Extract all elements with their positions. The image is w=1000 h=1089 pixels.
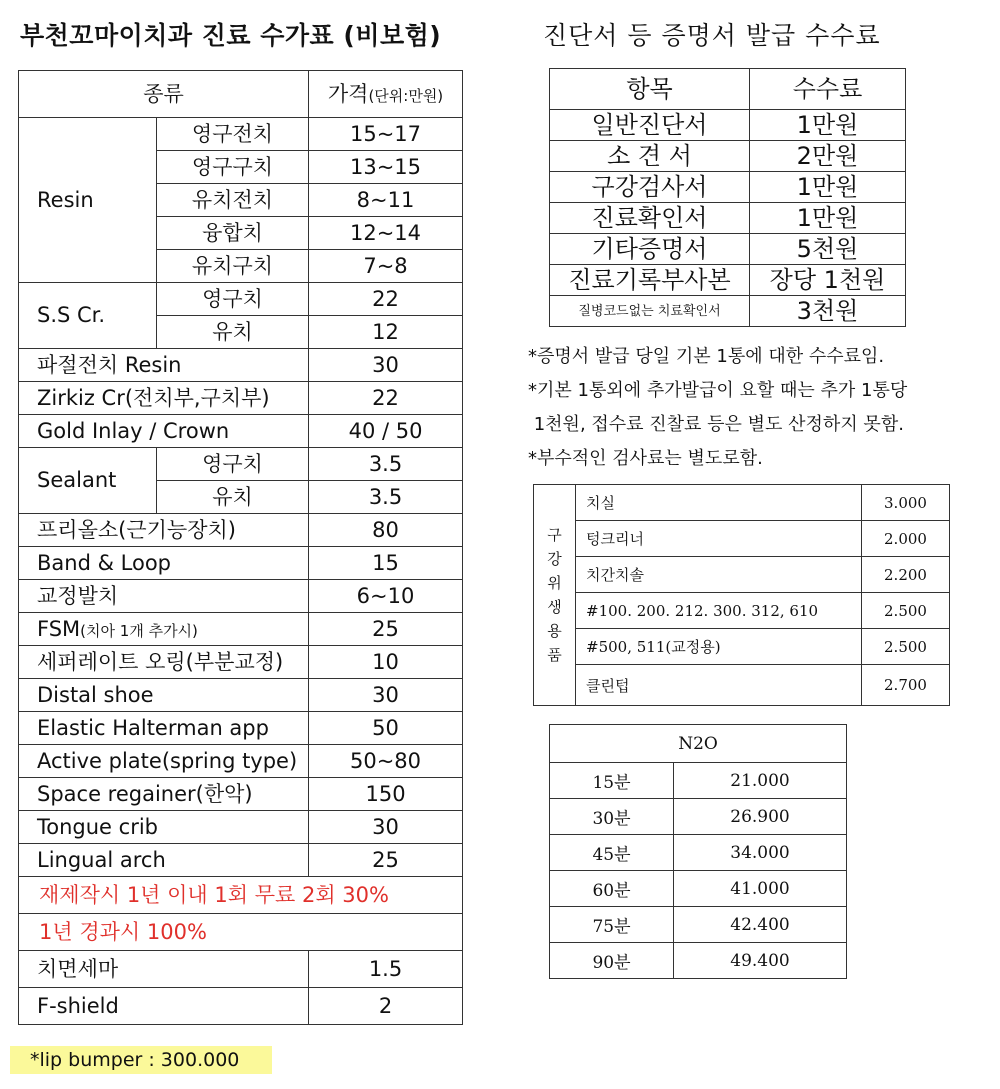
n2o-fee-table <box>549 724 847 979</box>
item-name: Gold Inlay / Crown <box>19 415 309 448</box>
table-row <box>19 514 463 547</box>
table-row <box>550 835 847 871</box>
cert-item: 진료기록부사본 <box>550 265 750 296</box>
table-row <box>19 877 463 914</box>
table-row <box>550 141 906 172</box>
item-price: 150 <box>309 778 463 811</box>
table-row <box>19 613 463 646</box>
cert-item: 구강검사서 <box>550 172 750 203</box>
n2o-price: 34.000 <box>674 835 847 871</box>
table-row <box>19 118 463 151</box>
table-row <box>19 283 463 316</box>
certificate-notes <box>528 340 907 476</box>
sealant-sub: 영구치 <box>157 448 309 481</box>
resin-sub: 유치구치 <box>157 250 309 283</box>
certificate-fee-title: 진단서 등 증명서 발급 수수료 <box>543 21 881 50</box>
cert-fee: 1만원 <box>750 110 906 141</box>
item-price: 6~10 <box>309 580 463 613</box>
resin-sub: 유치전치 <box>157 184 309 217</box>
supply-name: #100. 200. 212. 300. 312, 610 <box>576 593 862 629</box>
oral-hygiene-supplies-table <box>533 484 950 706</box>
table-row <box>19 646 463 679</box>
item-price: 30 <box>309 811 463 844</box>
cert-fee: 장당 1천원 <box>750 265 906 296</box>
item-name: Band & Loop <box>19 547 309 580</box>
resin-sub: 영구전치 <box>157 118 309 151</box>
item-price: 25 <box>309 613 463 646</box>
cert-fee: 1만원 <box>750 172 906 203</box>
header-price: 가격(단위:만원) <box>309 71 463 118</box>
sealant-price: 3.5 <box>309 481 463 514</box>
n2o-price: 49.400 <box>674 943 847 979</box>
item-price: 30 <box>309 679 463 712</box>
note-line: 1천원, 접수료 진찰료 등은 별도 산정하지 못함. <box>528 414 904 435</box>
item-price: 1.5 <box>309 951 463 988</box>
item-name: Zirkiz Cr(전치부,구치부) <box>19 382 309 415</box>
item-price: 50 <box>309 712 463 745</box>
supply-price: 2.500 <box>862 593 950 629</box>
item-price: 30 <box>309 349 463 382</box>
supply-name: #500, 511(교정용) <box>576 629 862 665</box>
table-row <box>19 448 463 481</box>
table-row <box>19 349 463 382</box>
item-price: 15 <box>309 547 463 580</box>
table-row <box>19 580 463 613</box>
n2o-title: N2O <box>550 725 847 763</box>
note-line: *증명서 발급 당일 기본 1통에 대한 수수료임. <box>528 346 885 367</box>
resin-price: 12~14 <box>309 217 463 250</box>
cert-item: 기타증명서 <box>550 234 750 265</box>
item-price: 22 <box>309 382 463 415</box>
cert-fee: 2만원 <box>750 141 906 172</box>
n2o-time: 15분 <box>550 763 674 799</box>
header-kind: 종류 <box>19 71 309 118</box>
item-name: Elastic Halterman app <box>19 712 309 745</box>
table-row <box>550 871 847 907</box>
sscr-price: 22 <box>309 283 463 316</box>
table-row <box>19 811 463 844</box>
item-name: Space regainer(한악) <box>19 778 309 811</box>
n2o-time: 60분 <box>550 871 674 907</box>
table-row <box>550 943 847 979</box>
remake-note: 재제작시 1년 이내 1회 무료 2회 30% <box>19 877 463 914</box>
resin-label: Resin <box>19 118 157 283</box>
supply-name: 클린텁 <box>576 665 862 706</box>
fee-table-header <box>19 71 463 118</box>
cert-item: 일반진단서 <box>550 110 750 141</box>
table-row <box>550 203 906 234</box>
note-line: *기본 1통외에 추가발급이 요할 때는 추가 1통당 <box>528 380 908 401</box>
n2o-price: 42.400 <box>674 907 847 943</box>
table-row <box>550 799 847 835</box>
cert-item: 질병코드없는 치료확인서 <box>550 296 750 327</box>
n2o-time: 30분 <box>550 799 674 835</box>
table-row <box>534 593 950 629</box>
item-price: 10 <box>309 646 463 679</box>
table-row <box>550 172 906 203</box>
table-row <box>534 629 950 665</box>
table-row <box>19 712 463 745</box>
supply-name: 텅크리너 <box>576 521 862 557</box>
certificate-header <box>550 69 906 110</box>
resin-sub: 융합치 <box>157 217 309 250</box>
table-row <box>534 557 950 593</box>
item-name: 세퍼레이트 오링(부분교정) <box>19 646 309 679</box>
table-row <box>19 547 463 580</box>
resin-price: 8~11 <box>309 184 463 217</box>
item-name: Lingual arch <box>19 844 309 877</box>
item-name: Active plate(spring type) <box>19 745 309 778</box>
sscr-label: S.S Cr. <box>19 283 157 349</box>
supply-name: 치실 <box>576 485 862 521</box>
table-row <box>534 521 950 557</box>
cert-fee: 3천원 <box>750 296 906 327</box>
item-name: 파절전치 Resin <box>19 349 309 382</box>
table-row <box>19 914 463 951</box>
n2o-price: 21.000 <box>674 763 847 799</box>
sscr-price: 12 <box>309 316 463 349</box>
table-row <box>19 415 463 448</box>
note-line: *부수적인 검사료는 별도로함. <box>528 448 763 469</box>
table-row <box>534 665 950 706</box>
cert-item: 진료확인서 <box>550 203 750 234</box>
item-price: 25 <box>309 844 463 877</box>
table-row <box>550 907 847 943</box>
table-row <box>550 110 906 141</box>
table-row <box>550 763 847 799</box>
supply-price: 2.000 <box>862 521 950 557</box>
fee-table <box>18 70 463 1025</box>
resin-price: 13~15 <box>309 151 463 184</box>
cert-item: 소 견 서 <box>550 141 750 172</box>
n2o-time: 90분 <box>550 943 674 979</box>
n2o-header <box>550 725 847 763</box>
table-row <box>550 296 906 327</box>
cert-fee: 5천원 <box>750 234 906 265</box>
supplies-category-label: 구 강 위 생 용 품 <box>534 485 576 706</box>
cert-fee: 1만원 <box>750 203 906 234</box>
item-name: 프리올소(근기능장치) <box>19 514 309 547</box>
table-row <box>19 844 463 877</box>
table-row <box>19 679 463 712</box>
sealant-label: Sealant <box>19 448 157 514</box>
item-price: 80 <box>309 514 463 547</box>
item-name: FSM(치아 1개 추가시) <box>19 613 309 646</box>
elapsed-note: 1년 경과시 100% <box>19 914 463 951</box>
n2o-time: 75분 <box>550 907 674 943</box>
item-name: F-shield <box>19 988 309 1025</box>
item-price: 40 / 50 <box>309 415 463 448</box>
supply-price: 2.500 <box>862 629 950 665</box>
table-row <box>19 382 463 415</box>
resin-price: 15~17 <box>309 118 463 151</box>
item-price: 50~80 <box>309 745 463 778</box>
table-row <box>19 988 463 1025</box>
item-name: 치면세마 <box>19 951 309 988</box>
supply-price: 3.000 <box>862 485 950 521</box>
page-title: 부천꼬마이치과 진료 수가표 (비보험) <box>20 21 442 50</box>
table-row <box>534 485 950 521</box>
sealant-sub: 유치 <box>157 481 309 514</box>
supply-name: 치간치솔 <box>576 557 862 593</box>
supply-price: 2.200 <box>862 557 950 593</box>
certificate-fee-table <box>549 68 906 327</box>
table-row <box>19 745 463 778</box>
item-name: Tongue crib <box>19 811 309 844</box>
header-item: 항목 <box>550 69 750 110</box>
lip-bumper-note: *lip bumper : 300.000 <box>10 1046 272 1074</box>
n2o-time: 45분 <box>550 835 674 871</box>
n2o-price: 41.000 <box>674 871 847 907</box>
sscr-sub: 영구치 <box>157 283 309 316</box>
n2o-price: 26.900 <box>674 799 847 835</box>
table-row <box>550 265 906 296</box>
item-name: Distal shoe <box>19 679 309 712</box>
sscr-sub: 유치 <box>157 316 309 349</box>
table-row <box>550 234 906 265</box>
sealant-price: 3.5 <box>309 448 463 481</box>
header-fee: 수수료 <box>750 69 906 110</box>
table-row <box>19 778 463 811</box>
resin-price: 7~8 <box>309 250 463 283</box>
item-name: 교정발치 <box>19 580 309 613</box>
table-row <box>19 951 463 988</box>
supply-price: 2.700 <box>862 665 950 706</box>
item-price: 2 <box>309 988 463 1025</box>
resin-sub: 영구구치 <box>157 151 309 184</box>
